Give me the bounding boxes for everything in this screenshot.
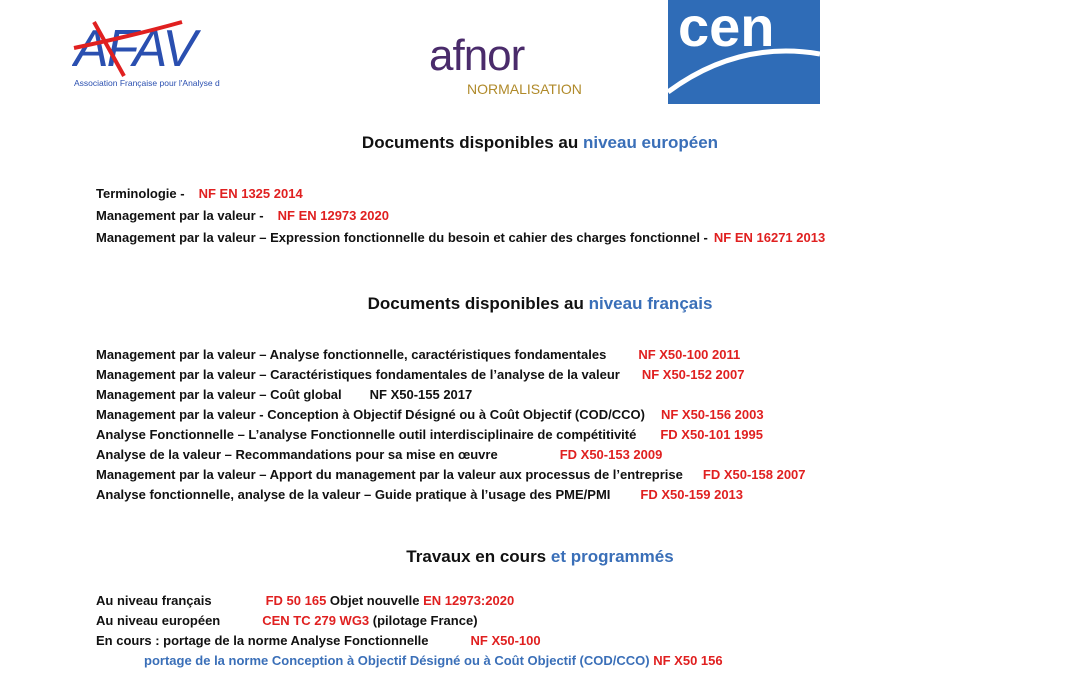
list-item: Management par la valeur – Apport du management par la valeur aux processus de l’entreprise FD X50-158 2007 xyxy=(96,467,806,482)
work-line-portage: portage de la norme Conception à Objectif Désigné ou à Coût Objectif (COD/CCO) NF X50 156 xyxy=(144,653,723,668)
afav-caption: Association Française pour l'Analyse d xyxy=(74,78,220,88)
list-item: Management par la valeur – Expression fonctionnelle du besoin et cahier des charges fonctionnel - NF EN 16271 2013 xyxy=(96,230,826,245)
cen-logo xyxy=(668,0,820,104)
list-item: Analyse fonctionnelle, analyse de la valeur – Guide pratique à l’usage des PME/PMI FD X50-159 2013 xyxy=(96,487,744,502)
list-item: Terminologie - NF EN 1325 2014 xyxy=(96,186,303,201)
list-item: Management par la valeur - Conception à Objectif Désigné ou à Coût Objectif (COD/CCO) NF X50-156 2003 xyxy=(96,407,764,422)
afnor-subtext: NORMALISATION xyxy=(467,81,582,97)
list-item: Management par la valeur - NF EN 12973 2020 xyxy=(96,208,389,223)
work-line-european: Au niveau européen CEN TC 279 WG3 (pilotage France) xyxy=(96,613,478,628)
afnor-logo xyxy=(425,26,605,102)
list-item: Management par la valeur – Coût global NF X50-155 2017 xyxy=(96,387,473,402)
afav-logo xyxy=(72,14,232,94)
list-item: Management par la valeur – Caractéristiques fondamentales de l’analyse de la valeur NF X50-152 2007 xyxy=(96,367,745,382)
cen-logo-text: cen xyxy=(678,0,775,58)
afav-logo-text: AFAV xyxy=(74,20,196,78)
section-title-work: Travaux en cours et programmés xyxy=(406,547,674,566)
afnor-logo-text: afnor xyxy=(429,31,525,80)
list-item: Analyse Fonctionnelle – L’analyse Fonctionnelle outil interdisciplinaire de compétitivité FD X50-101 1995 xyxy=(96,427,763,442)
list-item: Analyse de la valeur – Recommandations pour sa mise en œuvre FD X50-153 2009 xyxy=(96,447,663,462)
section-title-european: Documents disponibles au niveau européen xyxy=(361,133,719,152)
list-item: Management par la valeur – Analyse fonctionnelle, caractéristiques fondamentales NF X50-100 2011 xyxy=(96,347,741,362)
work-line-french: Au niveau français FD 50 165 Objet nouvelle EN 12973:2020 xyxy=(96,593,515,608)
work-line-cours: En cours : portage de la norme Analyse Fonctionnelle NF X50-100 xyxy=(96,633,541,648)
section-title-french: Documents disponibles au niveau français xyxy=(367,294,713,313)
